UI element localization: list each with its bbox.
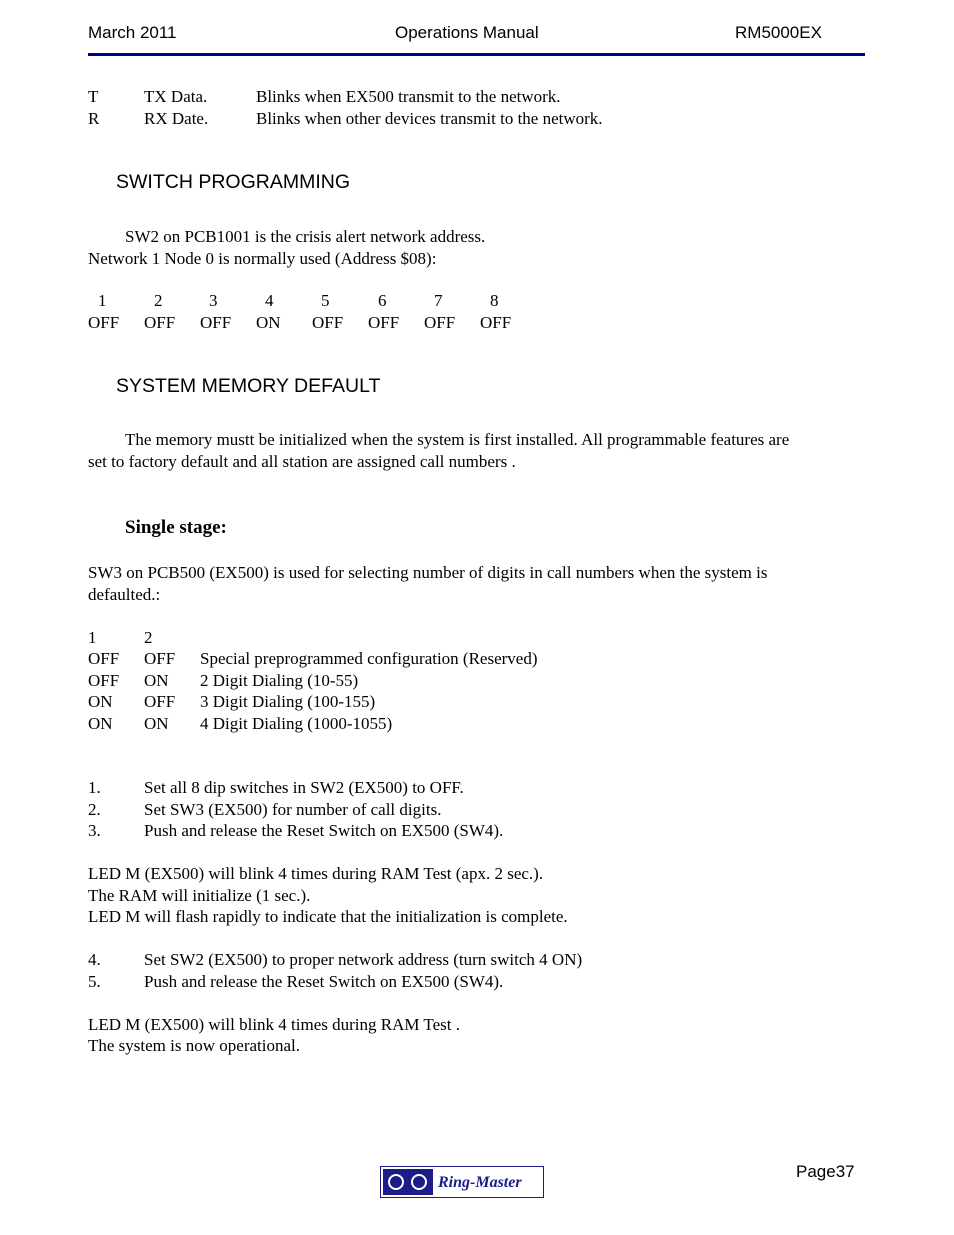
ring-master-logo [380, 1166, 544, 1198]
single-stage-heading: Single stage: [125, 517, 227, 538]
step-text: Push and release the Reset Switch on EX500 (SW4). [144, 821, 504, 840]
sw2-number: 4 [265, 291, 274, 310]
step-number: 4. [88, 950, 101, 969]
memory-default-para-line1: The memory mustt be initialized when the system is first installed. All programmable features are [125, 430, 790, 449]
sw3-col1-header: 1 [88, 628, 97, 647]
step-number: 1. [88, 778, 101, 797]
single-stage-intro-line2: defaulted.: [88, 585, 161, 604]
memory-default-para-line2: set to factory default and all station are assigned call numbers . [88, 452, 516, 471]
sw2-number: 7 [434, 291, 443, 310]
step-text: Set all 8 dip switches in SW2 (EX500) to OFF. [144, 778, 464, 797]
header-model: RM5000EX [735, 23, 822, 42]
step-number: 3. [88, 821, 101, 840]
sw3-row-s2: OFF [144, 649, 176, 668]
sw3-row-desc: 4 Digit Dialing (1000-1055) [200, 714, 393, 733]
led-desc-t: Blinks when EX500 transmit to the network. [256, 87, 561, 106]
ring-icon [411, 1174, 427, 1190]
sw2-state: OFF [312, 313, 344, 332]
sw2-state: OFF [480, 313, 512, 332]
step-text: Set SW2 (EX500) to proper network address (turn switch 4 ON) [144, 950, 583, 969]
logo-mark-icon [383, 1169, 433, 1195]
sw2-state: OFF [424, 313, 456, 332]
led-name-r: RX Date. [144, 109, 209, 128]
note-line: The RAM will initialize (1 sec.). [88, 886, 311, 905]
ring-icon [388, 1174, 404, 1190]
sw2-state: ON [256, 313, 281, 332]
page-number: Page37 [796, 1162, 855, 1181]
sw2-number: 8 [490, 291, 499, 310]
header-title: Operations Manual [395, 23, 539, 42]
sw2-number: 3 [209, 291, 218, 310]
sw3-col2-header: 2 [144, 628, 153, 647]
note-line: LED M will flash rapidly to indicate that the initialization is complete. [88, 907, 568, 926]
step-text: Push and release the Reset Switch on EX500 (SW4). [144, 972, 504, 991]
led-code-t: T [88, 87, 99, 106]
sw2-number: 1 [98, 291, 107, 310]
sw3-row-desc: 3 Digit Dialing (100-155) [200, 692, 376, 711]
sw3-row-s1: ON [88, 714, 113, 733]
step-text: Set SW3 (EX500) for number of call digits. [144, 800, 442, 819]
logo-text: Ring-Master [438, 1174, 522, 1191]
sw3-row-s2: ON [144, 671, 169, 690]
note-line: LED M (EX500) will blink 4 times during RAM Test (apx. 2 sec.). [88, 864, 544, 883]
switch-programming-line2: Network 1 Node 0 is normally used (Address $08): [88, 249, 437, 268]
led-name-t: TX Data. [144, 87, 208, 106]
sw3-row-s1: OFF [88, 649, 120, 668]
led-desc-r: Blinks when other devices transmit to the network. [256, 109, 603, 128]
single-stage-intro-line1: SW3 on PCB500 (EX500) is used for selecting number of digits in call numbers when the system is [88, 563, 768, 582]
sw2-number: 2 [154, 291, 163, 310]
sw2-state: OFF [200, 313, 232, 332]
sw2-state: OFF [368, 313, 400, 332]
switch-programming-line1: SW2 on PCB1001 is the crisis alert network address. [125, 227, 486, 246]
sw2-number: 5 [321, 291, 330, 310]
sw2-state: OFF [88, 313, 120, 332]
note-line: The system is now operational. [88, 1036, 300, 1055]
sw3-row-s2: ON [144, 714, 169, 733]
sw3-row-desc: 2 Digit Dialing (10-55) [200, 671, 359, 690]
sw2-state: OFF [144, 313, 176, 332]
note-line: LED M (EX500) will blink 4 times during RAM Test . [88, 1015, 461, 1034]
sw3-row-s1: OFF [88, 671, 120, 690]
memory-default-heading: SYSTEM MEMORY DEFAULT [116, 375, 381, 397]
header-date: March 2011 [88, 23, 177, 42]
sw3-row-s1: ON [88, 692, 113, 711]
step-number: 2. [88, 800, 101, 819]
header-rule [88, 53, 865, 56]
step-number: 5. [88, 972, 101, 991]
switch-programming-heading: SWITCH PROGRAMMING [116, 171, 350, 193]
sw3-row-desc: Special preprogrammed configuration (Reserved) [200, 649, 538, 668]
sw3-row-s2: OFF [144, 692, 176, 711]
led-code-r: R [88, 109, 100, 128]
sw2-number: 6 [378, 291, 387, 310]
